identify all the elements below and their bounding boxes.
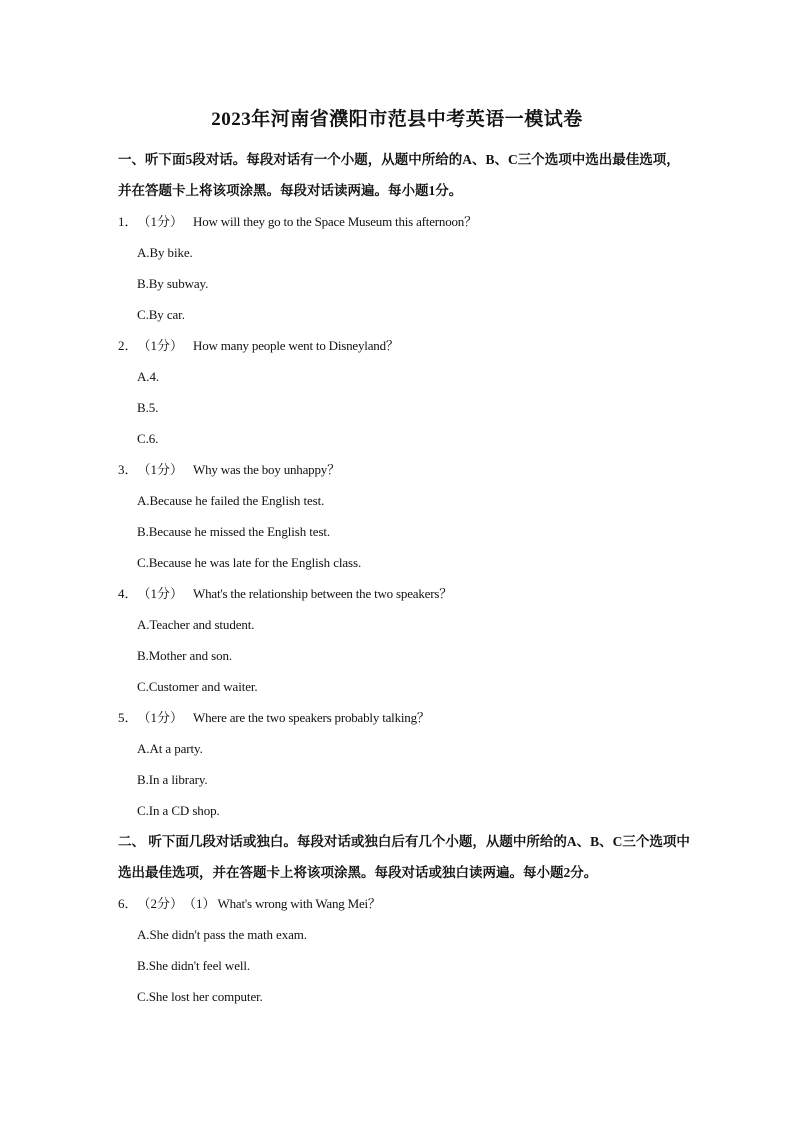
question-stem (118, 888, 690, 919)
exam-content (118, 144, 690, 1012)
option-b: B.In a library. (137, 772, 208, 787)
option-b: B.She didn't feel well. (137, 958, 251, 973)
option-a: A.4. (137, 369, 159, 384)
option-c: C.In a CD shop. (137, 803, 220, 818)
question-score: （1分） (137, 586, 184, 601)
option-c: C.Customer and waiter. (137, 679, 258, 694)
question-6 (118, 888, 690, 1012)
option-a: A.Teacher and student. (137, 617, 255, 632)
question-text: Why was the boy unhappy？ (193, 462, 340, 477)
question-number: 3． (118, 462, 138, 477)
question-text: Where are the two speakers probably talking？ (193, 710, 430, 725)
question-stem (118, 578, 690, 609)
question-2 (118, 330, 690, 454)
option-b: B.Mother and son. (137, 648, 233, 663)
question-number: 1． (118, 214, 138, 229)
question-5 (118, 702, 690, 826)
question-text: What's the relationship between the two speakers？ (193, 586, 452, 601)
question-stem (118, 206, 690, 237)
question-number: 6． (118, 896, 138, 911)
question-number: 2． (118, 338, 138, 353)
option-b: B.Because he missed the English test. (137, 524, 331, 539)
question-4 (118, 578, 690, 702)
question-score: （1分） (137, 710, 184, 725)
question-3 (118, 454, 690, 578)
question-stem (118, 454, 690, 485)
question-text: How will they go to the Space Museum this afternoon？ (193, 214, 477, 229)
option-a: A.By bike. (137, 245, 193, 260)
question-score: （1分） (137, 462, 184, 477)
option-c: C.By car. (137, 307, 185, 322)
option-a: A.She didn't pass the math exam. (137, 927, 307, 942)
question-text: What's wrong with Wang Mei？ (217, 896, 381, 911)
question-number: 5． (118, 710, 138, 725)
question-score: （1分） (137, 214, 184, 229)
sub-question-number: （1） (183, 896, 216, 911)
section-2-instruction: 二、 听下面几段对话或独白。每段对话或独白后有几个小题，从题中所给的A、B、C三个选项中选出最佳选项，并在答题卡上将该项涂黑。每段对话或独白读两遍。每小题2分。 (118, 834, 690, 880)
option-c: C.She lost her computer. (137, 989, 263, 1004)
question-text: How many people went to Disneyland？ (193, 338, 399, 353)
option-c: C.6. (137, 431, 159, 446)
page-title: 2023年河南省濮阳市范县中考英语一模试卷 (211, 109, 583, 130)
question-score: （1分） (137, 338, 184, 353)
question-stem (118, 330, 690, 361)
question-stem (118, 702, 690, 733)
option-a: A.At a party. (137, 741, 203, 756)
option-b: B.By subway. (137, 276, 209, 291)
section-1-instruction: 一、听下面5段对话。每段对话有一个小题，从题中所给的A、B、C三个选项中选出最佳选项，并在答题卡上将该项涂黑。每段对话读两遍。每小题1分。 (118, 152, 680, 198)
question-number: 4． (118, 586, 138, 601)
option-c: C.Because he was late for the English class. (137, 555, 362, 570)
option-b: B.5. (137, 400, 159, 415)
question-1 (118, 206, 690, 330)
question-score: （2分） (137, 896, 184, 911)
option-a: A.Because he failed the English test. (137, 493, 325, 508)
